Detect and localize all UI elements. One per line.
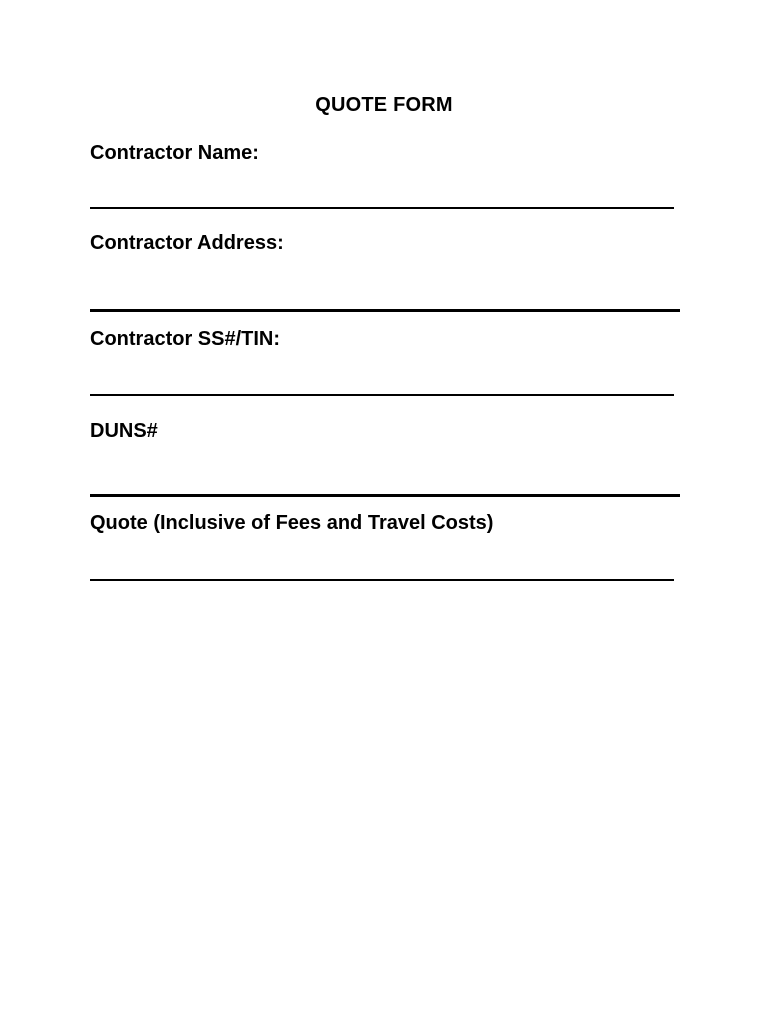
page-title: QUOTE FORM (315, 94, 453, 116)
contractor-name-line (90, 207, 674, 209)
quote-label: Quote (Inclusive of Fees and Travel Costs) (90, 512, 494, 534)
contractor-tin-line (90, 394, 674, 396)
contractor-address-line (90, 309, 680, 312)
contractor-address-label: Contractor Address: (90, 232, 284, 254)
contractor-name-label: Contractor Name: (90, 142, 259, 164)
duns-line (90, 494, 680, 497)
quote-line (90, 579, 674, 581)
duns-label: DUNS# (90, 420, 158, 442)
contractor-tin-label: Contractor SS#/TIN: (90, 328, 281, 350)
